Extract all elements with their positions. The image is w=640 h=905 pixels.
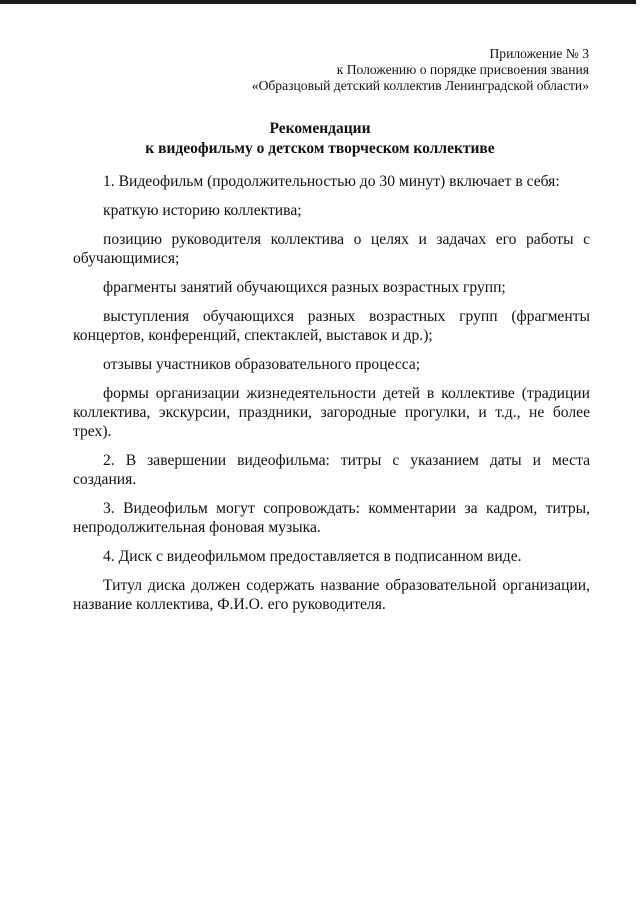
appendix-title-reference: «Образцовый детский коллектив Ленинградской области» (251, 78, 589, 93)
paragraph-item-4: 4. Диск с видеофильмом предоставляется в подписанном виде. (103, 548, 522, 565)
document-title-main: Рекомендации (269, 120, 371, 137)
appendix-number: Приложение № 3 (489, 46, 589, 61)
paragraph-item-2: 2. В завершении видеофильма: титры с указанием даты и места создания. (73, 452, 590, 488)
scan-top-border (0, 0, 636, 4)
paragraph-disc-title: Титул диска должен содержать название образовательной организации, название коллектива, Ф.И.О. его руководителя. (73, 577, 590, 613)
appendix-header (252, 46, 589, 94)
paragraph-item-1: 1. Видеофильм (продолжительностью до 30 минут) включает в себя: (103, 173, 560, 190)
appendix-reference: к Положению о порядке присвоения звания (336, 62, 589, 77)
paragraph-reviews: отзывы участников образовательного процесса; (103, 356, 421, 373)
paragraph-history: краткую историю коллектива; (103, 202, 302, 219)
paragraph-item-3: 3. Видеофильм могут сопровождать: комментарии за кадром, титры, непродолжительная фоновая музыка. (73, 500, 590, 536)
document-body (73, 172, 590, 624)
document-title-subtitle: к видеофильму о детском творческом коллективе (145, 140, 495, 157)
paragraph-organization-forms: формы организации жизнедеятельности детей в коллективе (традиции коллектива, экскурсии, праздники, загородные прогулки, и т.д., не более трех). (73, 385, 590, 440)
paragraph-leader-position: позицию руководителя коллектива о целях и задачах его работы с обучающимися; (73, 231, 590, 267)
paragraph-class-fragments: фрагменты занятий обучающихся разных возрастных групп; (103, 279, 506, 296)
paragraph-performances: выступления обучающихся разных возрастных групп (фрагменты концертов, конференций, спектаклей, выставок и др.); (73, 308, 590, 344)
document-title (0, 119, 640, 159)
